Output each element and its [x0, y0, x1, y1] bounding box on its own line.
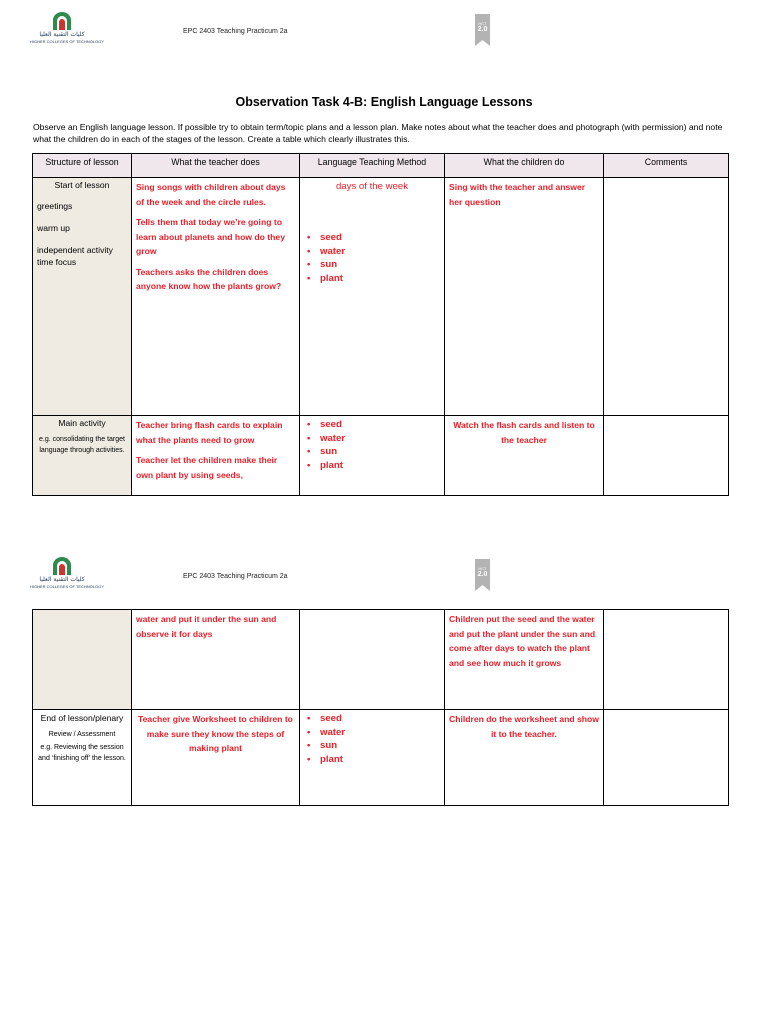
vocab-item: • water [304, 432, 440, 446]
teacher-continued-cell [132, 610, 300, 710]
teacher-main-note-2: Teacher let the children make their own plant by using seeds, [136, 455, 278, 480]
vocab-item: • water [304, 726, 440, 740]
page-header [0, 12, 768, 52]
badge-label: HCT [478, 566, 487, 571]
vocab-item: • sun [304, 445, 440, 459]
teacher-start-cell [132, 178, 300, 416]
vocab-item: • seed [304, 712, 440, 726]
vocab-item: • plant [304, 272, 440, 286]
comments-main-cell [604, 416, 729, 496]
stage-end-title: End of lesson/plenary [40, 713, 124, 723]
stage-main-title: Main activity [58, 418, 106, 428]
stage-end-note: e.g. Reviewing the session and ‘finishing off’ the lesson. [38, 744, 126, 762]
course-code: EPC 2403 Teaching Practicum 2a [183, 573, 288, 580]
logo-text-arabic: كليات التقنية العليا [39, 31, 85, 38]
method-continued-cell [300, 610, 445, 710]
children-end-text: Children do the worksheet and show it to the teacher. [449, 714, 599, 739]
teacher-start-note-1: Sing songs with children about days of the week and the circle rules. [136, 182, 286, 207]
vocab-item: • water [304, 245, 440, 259]
method-start-cell [300, 178, 445, 416]
observation-table [32, 153, 729, 496]
header-children: What the children do [445, 154, 604, 178]
teacher-main-note-1: Teacher bring flash cards to explain what the plants need to grow [136, 420, 283, 445]
college-logo [30, 12, 104, 48]
header-comments: Comments [604, 154, 729, 178]
hct-badge [475, 559, 490, 591]
stage-main-note: e.g. consolidating the target language through activities. [38, 436, 125, 454]
teacher-continued-text: water and put it under the sun and observe it for days [136, 614, 277, 639]
stage-main-cell [33, 416, 132, 496]
method-main-cell [300, 416, 445, 496]
comments-end-cell [604, 710, 729, 806]
comments-start-cell [604, 178, 729, 416]
badge-label: HCT [478, 21, 487, 26]
page-2-header [0, 557, 768, 597]
children-end-cell [445, 710, 604, 806]
hct-badge [475, 14, 490, 46]
teacher-main-cell [132, 416, 300, 496]
logo-text-english: HIGHER COLLEGES OF TECHNOLOGY [30, 39, 104, 44]
vocab-item: • plant [304, 459, 440, 473]
comments-continued-cell [604, 610, 729, 710]
task-instructions: Observe an English language lesson. If possible try to obtain term/topic plans and a lesson plan. Make notes about what the teacher does and photograph (with permission) and note what the children do in each of the stages of the lesson. Create a table which clearly illustrates this. [33, 122, 723, 144]
course-code: EPC 2403 Teaching Practicum 2a [183, 28, 288, 35]
stage-start-cell [33, 178, 132, 416]
teacher-end-text: Teacher give Worksheet to children to make sure they know the steps of making plant [138, 714, 293, 753]
children-main-cell [445, 416, 604, 496]
logo-arch-icon [51, 557, 73, 575]
vocab-item: • sun [304, 258, 440, 272]
observation-table-continued [32, 609, 729, 806]
vocab-item: • seed [304, 231, 440, 245]
vocab-item: • sun [304, 739, 440, 753]
children-start-text: Sing with the teacher and answer her question [449, 182, 586, 207]
badge-version: 2.0 [477, 26, 488, 33]
method-start-list [304, 231, 440, 285]
vocab-item: • plant [304, 753, 440, 767]
header-method: Language Teaching Method [300, 154, 445, 178]
table-row-continued [33, 610, 729, 710]
children-main-text: Watch the flash cards and listen to the teacher [453, 420, 595, 445]
stage-end-sub: Review / Assessment [48, 731, 116, 738]
stage-step-warm-up: warm up [37, 223, 70, 233]
logo-arch-icon [51, 12, 73, 30]
stage-continued-cell [33, 610, 132, 710]
stage-start-title: Start of lesson [54, 180, 110, 190]
table-header-row [33, 154, 729, 178]
teacher-start-note-2: Tells them that today we’re going to learn about planets and how do they grow [136, 217, 285, 256]
vocab-item: • seed [304, 418, 440, 432]
children-continued-cell [445, 610, 604, 710]
table-row-start [33, 178, 729, 416]
children-continued-text: Children put the seed and the water and put the plant under the sun and come after days to watch the plant and see how much it grows [449, 614, 596, 668]
table-row-end [33, 710, 729, 806]
header-structure: Structure of lesson [33, 154, 132, 178]
stage-end-cell [33, 710, 132, 806]
logo-text-arabic: كليات التقنية العليا [39, 576, 85, 583]
method-main-list [304, 418, 440, 472]
table-row-main [33, 416, 729, 496]
stage-step-greetings: greetings [37, 201, 73, 211]
badge-version: 2.0 [477, 571, 488, 578]
teacher-start-note-3: Teachers asks the children does anyone know how the plants grow? [136, 266, 282, 291]
college-logo [30, 557, 104, 593]
method-start-heading: days of the week [336, 181, 408, 192]
method-end-cell [300, 710, 445, 806]
stage-step-independent: independent activity time focus [37, 245, 113, 267]
teacher-end-cell [132, 710, 300, 806]
header-teacher: What the teacher does [132, 154, 300, 178]
page-title: Observation Task 4-B: English Language Lessons [235, 95, 533, 109]
children-start-cell [445, 178, 604, 416]
logo-text-english: HIGHER COLLEGES OF TECHNOLOGY [30, 584, 104, 589]
method-end-list [304, 712, 440, 766]
